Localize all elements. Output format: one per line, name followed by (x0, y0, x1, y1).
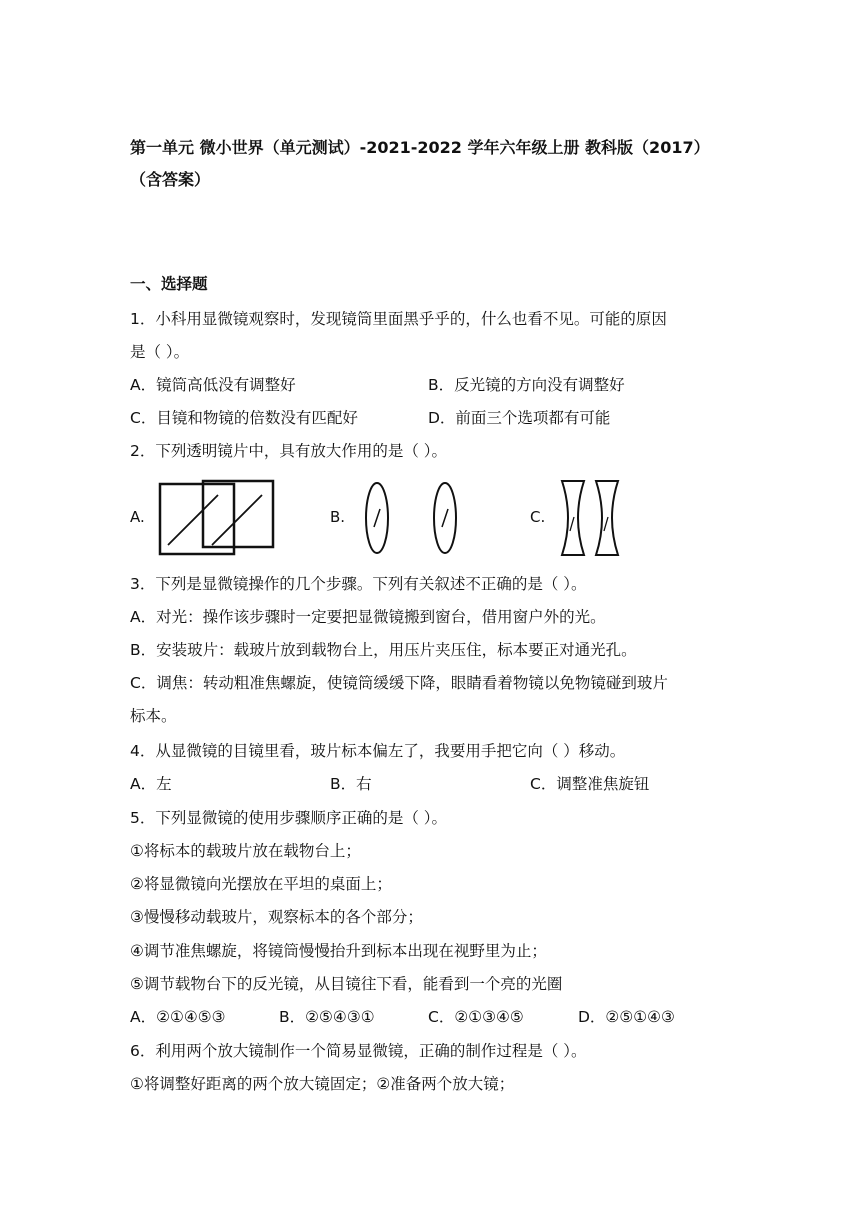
question-3-option-b: B．安装玻片：载玻片放到载物台上，用压片夹压住，标本要正对通光孔。 (130, 641, 637, 659)
question-3-option-c-cont: 标本。 (130, 707, 177, 725)
question-5-step-4: ④调节准焦螺旋，将镜筒慢慢抬升到标本出现在视野里为止； (130, 942, 547, 960)
concave-lenses-figure (558, 477, 624, 559)
document-title-suffix: （含答案） (130, 170, 211, 189)
question-5-stem: 5．下列显微镜的使用步骤顺序正确的是（ ）。 (130, 809, 448, 827)
question-1-option-c: C．目镜和物镜的倍数没有匹配好 (130, 409, 358, 427)
question-1-option-a: A．镜筒高低没有调整好 (130, 376, 296, 394)
question-2-option-c-label: C. (530, 508, 546, 526)
question-2-stem: 2．下列透明镜片中，具有放大作用的是（ ）。 (130, 442, 448, 460)
question-5-option-a: A．②①④⑤③ (130, 1008, 226, 1026)
question-5-step-5: ⑤调节载物台下的反光镜，从目镜往下看，能看到一个亮的光圈 (130, 975, 563, 993)
question-6-step-list: ①将调整好距离的两个放大镜固定；②准备两个放大镜； (130, 1075, 515, 1093)
question-6-stem: 6．利用两个放大镜制作一个简易显微镜，正确的制作过程是（ ）。 (130, 1042, 587, 1060)
question-3-stem: 3．下列是显微镜操作的几个步骤。下列有关叙述不正确的是（ ）。 (130, 575, 587, 593)
question-5-option-d: D．②⑤①④③ (578, 1008, 675, 1026)
question-1-stem-cont: 是（ ）。 (130, 343, 190, 361)
question-5-step-1: ①将标本的载玻片放在载物台上； (130, 842, 361, 860)
question-5-option-c: C．②①③④⑤ (428, 1008, 524, 1026)
question-1-stem: 1．小科用显微镜观察时，发现镜筒里面黑乎乎的，什么也看不见。可能的原因 (130, 310, 667, 328)
question-1-option-b: B．反光镜的方向没有调整好 (428, 376, 625, 394)
document-title: 第一单元 微小世界（单元测试）-2021-2022 学年六年级上册 教科版（2017） (130, 138, 710, 157)
convex-lenses-figure (362, 477, 472, 559)
question-5-step-3: ③慢慢移动载玻片，观察标本的各个部分； (130, 908, 423, 926)
question-5-option-b: B．②⑤④③① (279, 1008, 375, 1026)
question-4-stem: 4．从显微镜的目镜里看，玻片标本偏左了，我要用手把它向（ ）移动。 (130, 742, 626, 760)
question-4-option-b: B．右 (330, 775, 372, 793)
question-5-step-2: ②将显微镜向光摆放在平坦的桌面上； (130, 875, 392, 893)
question-4-option-c: C．调整准焦旋钮 (530, 775, 650, 793)
question-3-option-c: C．调焦：转动粗准焦螺旋，使镜筒缓缓下降，眼睛看着物镜以免物镜碰到玻片 (130, 674, 668, 692)
section-heading: 一、选择题 (130, 275, 208, 293)
question-4-option-a: A．左 (130, 775, 172, 793)
flat-glass-plates-figure (156, 479, 276, 557)
question-2-option-b-label: B. (330, 508, 346, 526)
question-1-option-d: D．前面三个选项都有可能 (428, 409, 611, 427)
question-2-option-a-label: A. (130, 508, 145, 526)
question-3-option-a: A．对光：操作该步骤时一定要把显微镜搬到窗台，借用窗户外的光。 (130, 608, 606, 626)
